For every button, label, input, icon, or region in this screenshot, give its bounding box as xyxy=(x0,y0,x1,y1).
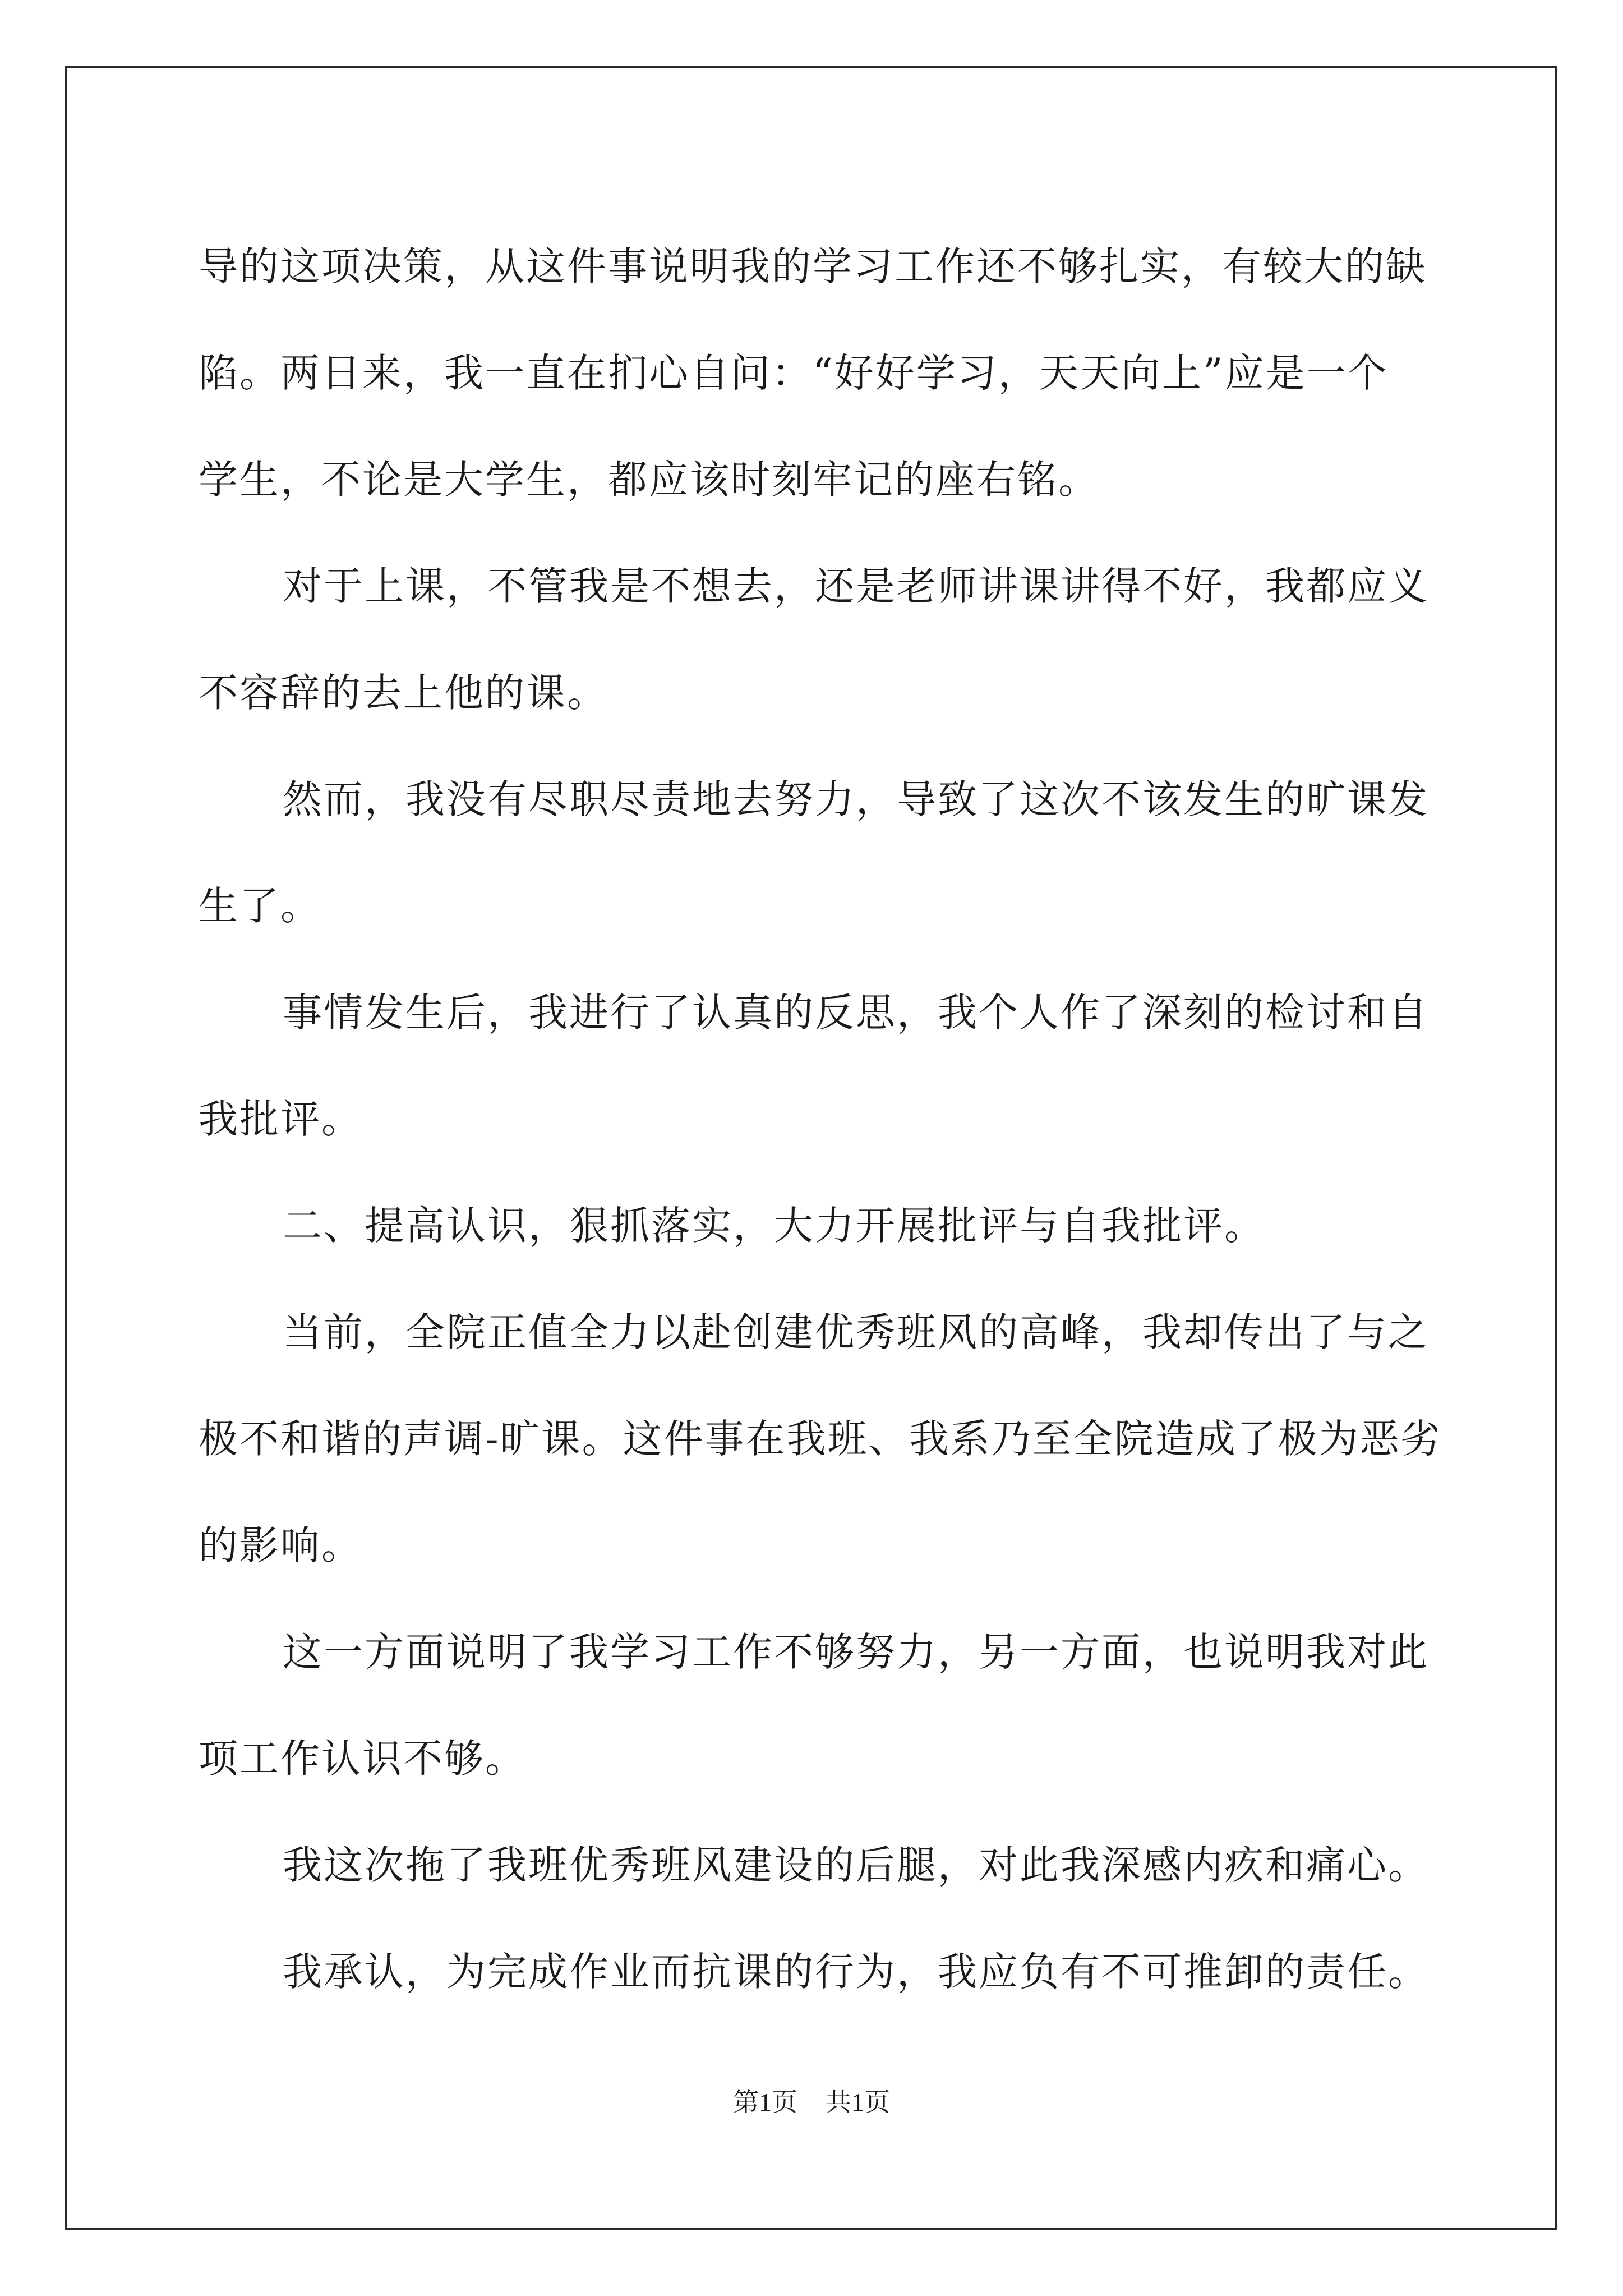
paragraph-2 xyxy=(199,533,1432,746)
text-line: 导的这项决策，从这件事说明我的学习工作还不够扎实，有较大的缺 xyxy=(199,243,1427,289)
page-number-current: 第1页 xyxy=(733,2088,797,2116)
text-line: 我批评。 xyxy=(199,1096,362,1142)
text-line: 极不和谐的声调-旷课。这件事在我班、我系乃至全院造成了极为恶劣 xyxy=(199,1416,1442,1462)
paragraph-7 xyxy=(199,1599,1432,1812)
text-line: 不容辞的去上他的课。 xyxy=(199,670,608,716)
paragraph-8 xyxy=(199,1812,1432,1918)
section-heading: 二、提高认识，狠抓落实，大力开展批评与自我批评。 xyxy=(283,1203,1265,1249)
text-line: 这一方面说明了我学习工作不够努力，另一方面，也说明我对此 xyxy=(283,1629,1429,1675)
text-line: 学生，不论是大学生，都应该时刻牢记的座右铭。 xyxy=(199,457,1099,503)
text-line: 项工作认识不够。 xyxy=(199,1736,526,1782)
text-line: 事情发生后，我进行了认真的反思，我个人作了深刻的检讨和自 xyxy=(283,990,1429,1036)
page-footer xyxy=(0,2086,1623,2119)
text-line: 的影响。 xyxy=(199,1522,362,1568)
text-line: 生了。 xyxy=(199,883,321,929)
paragraph-9 xyxy=(199,1918,1432,2025)
text-line: 对于上课，不管我是不想去，还是老师讲课讲得不好，我都应义 xyxy=(283,563,1429,609)
text-line: 然而，我没有尽职尽责地去努力，导致了这次不该发生的旷课发 xyxy=(283,776,1429,822)
document-body xyxy=(199,213,1442,2025)
text-line: 陷。两日来，我一直在扪心自问：“好好学习，天天向上”应是一个 xyxy=(199,350,1389,396)
paragraph-6 xyxy=(199,1279,1442,1599)
page-number-total: 共1页 xyxy=(826,2088,890,2116)
paragraph-1 xyxy=(199,213,1432,533)
text-line: 当前，全院正值全力以赴创建优秀班风的高峰，我却传出了与之 xyxy=(283,1309,1429,1355)
text-line: 我承认，为完成作业而抗课的行为，我应负有不可推卸的责任。 xyxy=(283,1949,1429,1995)
paragraph-3 xyxy=(199,746,1432,959)
text-line: 我这次拖了我班优秀班风建设的后腿，对此我深感内疚和痛心。 xyxy=(283,1842,1429,1888)
paragraph-4 xyxy=(199,959,1432,1172)
paragraph-5-heading xyxy=(199,1172,1432,1279)
